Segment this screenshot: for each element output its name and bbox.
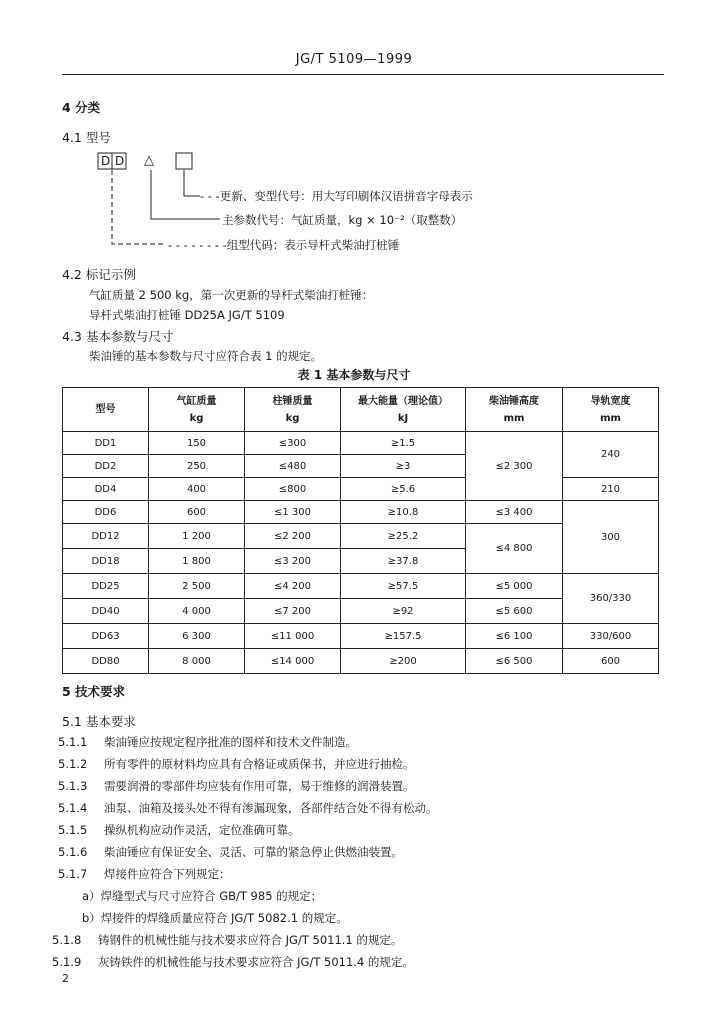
clause-5-1-6: 5.1.6 柴油锤应有保证安全、灵活、可靠的紧急停止供燃油装置。 xyxy=(58,845,403,859)
cell-rail-width: 360/330 xyxy=(563,574,659,624)
cell-hammer-height: ≤3 400 xyxy=(466,501,563,524)
section-4-title: 4 分类 xyxy=(62,100,101,115)
cell-model: DD6 xyxy=(63,501,149,524)
cell-cylinder-mass: 250 xyxy=(149,455,245,478)
cell-cylinder-mass: 1 200 xyxy=(149,524,245,549)
annotation-group-code: - - - - - - - -组型代码：表示导杆式柴油打桩锤 xyxy=(168,238,400,252)
cell-rail-width: 600 xyxy=(563,649,659,674)
cell-max-energy: ≥157.5 xyxy=(341,624,466,649)
marking-example-line-2: 导杆式柴油打桩锤 DD25A JG/T 5109 xyxy=(89,308,285,322)
cell-ram-mass: ≤4 200 xyxy=(245,574,341,599)
cell-model: DD1 xyxy=(63,432,149,455)
cell-cylinder-mass: 4 000 xyxy=(149,599,245,624)
cell-hammer-height: ≤6 100 xyxy=(466,624,563,649)
clause-5-1-7-a: a）焊缝型式与尺寸应符合 GB/T 985 的规定； xyxy=(82,889,323,903)
clause-5-1-9: 5.1.9 灰铸铁件的机械性能与技术要求应符合 JG/T 5011.4 的规定。 xyxy=(52,955,414,969)
cell-model: DD18 xyxy=(63,549,149,574)
update-code-box xyxy=(176,153,192,169)
cell-ram-mass: ≤7 200 xyxy=(245,599,341,624)
cell-model: DD63 xyxy=(63,624,149,649)
table-row xyxy=(63,624,659,649)
cell-ram-mass: ≤300 xyxy=(245,432,341,455)
cell-max-energy: ≥10.8 xyxy=(341,501,466,524)
clause-5-1-8: 5.1.8 铸钢件的机械性能与技术要求应符合 JG/T 5011.1 的规定。 xyxy=(52,933,403,947)
table-header-row xyxy=(63,388,659,432)
clause-5-1-7: 5.1.7 焊接件应符合下列规定： xyxy=(58,867,231,881)
cell-ram-mass: ≤1 300 xyxy=(245,501,341,524)
cell-rail-width: 210 xyxy=(563,478,659,501)
cell-max-energy: ≥37.8 xyxy=(341,549,466,574)
th-ram-mass: 柱锤质量 kg xyxy=(245,388,341,432)
cell-hammer-height: ≤6 500 xyxy=(466,649,563,674)
clause-5-1-2: 5.1.2 所有零件的原材料均应具有合格证或质保书，并应进行抽检。 xyxy=(58,757,415,771)
th-rail-width: 导轨宽度 mm xyxy=(563,388,659,432)
cell-max-energy: ≥1.5 xyxy=(341,432,466,455)
cell-model: DD12 xyxy=(63,524,149,549)
standard-number-header: JG/T 5109—1999 xyxy=(295,52,413,67)
clause-5-1-7-b: b）焊接件的焊缝质量应符合 JG/T 5082.1 的规定。 xyxy=(82,911,348,925)
annotation-param-code: 主参数代号：气缸质量，kg × 10⁻²（取整数） xyxy=(222,213,463,227)
cell-hammer-height: ≤5 600 xyxy=(466,599,563,624)
cell-hammer-height: ≤2 300 xyxy=(466,432,563,501)
cell-ram-mass: ≤3 200 xyxy=(245,549,341,574)
cell-cylinder-mass: 150 xyxy=(149,432,245,455)
table-row xyxy=(63,649,659,674)
model-letter-2: D xyxy=(115,154,125,168)
table-row xyxy=(63,501,659,524)
table-row xyxy=(63,574,659,599)
cell-cylinder-mass: 600 xyxy=(149,501,245,524)
update-leader-line xyxy=(184,170,200,196)
page-number: 2 xyxy=(62,972,69,985)
group-leader-line xyxy=(112,170,166,244)
th-cylinder-mass: 气缸质量 kg xyxy=(149,388,245,432)
cell-max-energy: ≥3 xyxy=(341,455,466,478)
cell-rail-width: 240 xyxy=(563,432,659,478)
cell-cylinder-mass: 8 000 xyxy=(149,649,245,674)
clause-5-1-4: 5.1.4 油泵、油箱及接头处不得有渗漏现象，各部件结合处不得有松动。 xyxy=(58,801,438,815)
triangle-symbol: △ xyxy=(144,153,154,168)
cell-model: DD40 xyxy=(63,599,149,624)
th-hammer-height: 柴油锤高度 mm xyxy=(466,388,563,432)
cell-max-energy: ≥200 xyxy=(341,649,466,674)
cell-ram-mass: ≤14 000 xyxy=(245,649,341,674)
cell-max-energy: ≥5.6 xyxy=(341,478,466,501)
cell-model: DD25 xyxy=(63,574,149,599)
cell-max-energy: ≥92 xyxy=(341,599,466,624)
cell-model: DD2 xyxy=(63,455,149,478)
cell-ram-mass: ≤11 000 xyxy=(245,624,341,649)
cell-cylinder-mass: 6 300 xyxy=(149,624,245,649)
cell-cylinder-mass: 2 500 xyxy=(149,574,245,599)
cell-model: DD4 xyxy=(63,478,149,501)
section-4-2-title: 4.2 标记示例 xyxy=(62,267,136,282)
cell-max-energy: ≥25.2 xyxy=(341,524,466,549)
cell-model: DD80 xyxy=(63,649,149,674)
table-row xyxy=(63,478,659,501)
cell-hammer-height: ≤4 800 xyxy=(466,524,563,574)
section-5-1-title: 5.1 基本要求 xyxy=(62,714,136,729)
section-5-title: 5 技术要求 xyxy=(62,684,126,699)
section-4-1-title: 4.1 型号 xyxy=(62,130,111,145)
th-model: 型号 xyxy=(63,388,149,432)
clause-5-1-3: 5.1.3 需要润滑的零部件均应装有作用可靠，易于维修的润滑装置。 xyxy=(58,779,415,793)
cell-ram-mass: ≤2 200 xyxy=(245,524,341,549)
clause-5-1-1: 5.1.1 柴油锤应按规定程序批准的图样和技术文件制造。 xyxy=(58,735,357,749)
cell-max-energy: ≥57.5 xyxy=(341,574,466,599)
parameters-table xyxy=(62,387,659,674)
cell-rail-width: 330/600 xyxy=(563,624,659,649)
header-rule xyxy=(62,74,664,75)
cell-cylinder-mass: 1 800 xyxy=(149,549,245,574)
section-4-3-text: 柴油锤的基本参数与尺寸应符合表 1 的规定。 xyxy=(89,349,323,363)
th-max-energy: 最大能量（理论值） kJ xyxy=(341,388,466,432)
clause-5-1-5: 5.1.5 操纵机构应动作灵活，定位准确可靠。 xyxy=(58,823,300,837)
cell-ram-mass: ≤800 xyxy=(245,478,341,501)
model-letter-1: D xyxy=(101,154,111,168)
annotation-update-code: - - -更新、变型代号：用大写印刷体汉语拼音字母表示 xyxy=(200,189,473,203)
cell-cylinder-mass: 400 xyxy=(149,478,245,501)
cell-ram-mass: ≤480 xyxy=(245,455,341,478)
cell-hammer-height: ≤5 000 xyxy=(466,574,563,599)
section-4-3-title: 4.3 基本参数与尺寸 xyxy=(62,329,174,344)
marking-example-line-1: 气缸质量 2 500 kg，第一次更新的导杆式柴油打桩锤： xyxy=(89,288,374,302)
table-1-caption: 表 1 基本参数与尺寸 xyxy=(297,368,411,382)
table-row xyxy=(63,432,659,455)
cell-rail-width: 300 xyxy=(563,501,659,574)
